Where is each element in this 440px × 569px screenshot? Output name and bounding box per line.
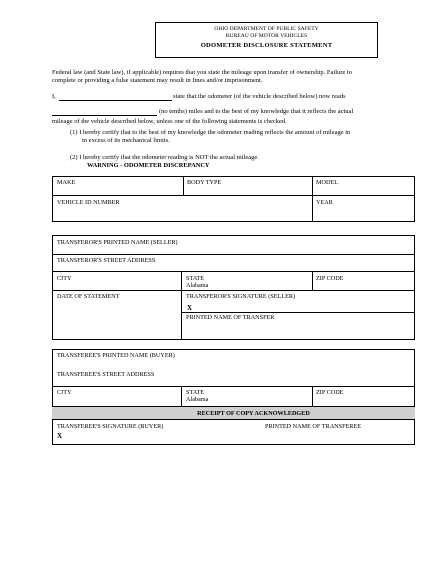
transferee-state-label: STATE — [186, 389, 205, 396]
transferor-street-label: TRANSFEROR'S STREET ADDRESS — [57, 257, 156, 264]
transferee-section — [52, 349, 415, 445]
receipt-acknowledged-text: RECEIPT OF COPY ACKNOWLEDGED — [197, 410, 310, 417]
vin-label: VEHICLE ID NUMBER — [57, 199, 120, 206]
transferor-zip-label: ZIP CODE — [316, 275, 344, 282]
transferor-name-line[interactable] — [52, 254, 415, 255]
printed-name-of-transfer-label: PRINTED NAME OF TRANSFER — [186, 314, 275, 321]
transferee-state-value[interactable]: Alabama — [186, 396, 209, 403]
state-odometer-text: state that the odometer (of the vehicle described below) now reads — [173, 93, 346, 100]
transferee-city-label: CITY — [57, 389, 72, 396]
certification-1[interactable]: (1) I hereby certify that to the best of my knowledge the odometer reading reflects the amount of mileage in — [70, 129, 351, 136]
transferee-street-label: TRANSFEREE'S STREET ADDRESS — [57, 371, 155, 378]
certification-1-cont: in excess of its mechanical limits. — [82, 137, 170, 144]
transferor-signature-line[interactable] — [181, 312, 415, 313]
body-type-label: BODY TYPE — [187, 179, 222, 186]
transferee-x-mark: X — [57, 432, 63, 440]
seller-name-blank[interactable] — [59, 100, 172, 101]
miles-text: (no tenths) miles and to the best of my knowledge that it reflects the actual — [159, 108, 354, 115]
date-of-statement-label: DATE OF STATEMENT — [57, 293, 120, 300]
bureau-name: BUREAU OF MOTOR VEHICLES — [225, 32, 308, 39]
receipt-banner — [52, 406, 415, 420]
transferor-signature-label: TRANSFEROR'S SIGNATURE (SELLER) — [186, 293, 296, 300]
intro-line-1: Federal law (and State law), if applicable) requires that you state the mileage upon transfer of ownership. Failure to — [52, 69, 352, 76]
transferor-city-label: CITY — [57, 275, 72, 282]
year-label: YEAR — [316, 199, 333, 206]
printed-name-of-transferee-label: PRINTED NAME OF TRANSFEREE — [265, 423, 361, 430]
odometer-reading-blank[interactable] — [52, 115, 157, 116]
department-name: OHIO DEPARTMENT OF PUBLIC SAFETY — [214, 26, 319, 32]
intro-line-2: complete or providing a fulse statement may result in fines and/or imprisonment. — [52, 77, 263, 84]
mileage-text: mileage of the vehicle described below, unless one of the following statements is checked. — [52, 118, 287, 125]
transferee-printed-name-label: TRANSFEREE'S PRINTED NAME (BUYER) — [57, 352, 175, 359]
warning-text: WARNING - ODOMETER DISCREPANCY — [87, 162, 210, 169]
model-label: MODEL — [316, 179, 338, 186]
transferee-zip-label: ZIP CODE — [316, 389, 344, 396]
transferor-state-label: STATE — [186, 275, 205, 282]
transferor-x-mark: X — [187, 304, 193, 312]
form-title: ODOMETER DISCLOSURE STATEMENT — [200, 42, 333, 49]
transferee-signature-label: TRANSFEREE'S SIGNATURE (BUYER) — [57, 423, 164, 430]
i-prefix: I, — [52, 93, 56, 100]
transferor-printed-name-label: TRANSFEROR'S PRINTED NAME (SELLER) — [57, 239, 178, 246]
transferor-state-value[interactable]: Alabama — [186, 282, 209, 289]
make-label: MAKE — [57, 179, 76, 186]
form-header — [155, 22, 378, 58]
certification-2[interactable]: (2) I hereby certify that the odometer reading is NOT the actual mileage. — [70, 154, 259, 161]
transferor-section — [52, 235, 415, 340]
